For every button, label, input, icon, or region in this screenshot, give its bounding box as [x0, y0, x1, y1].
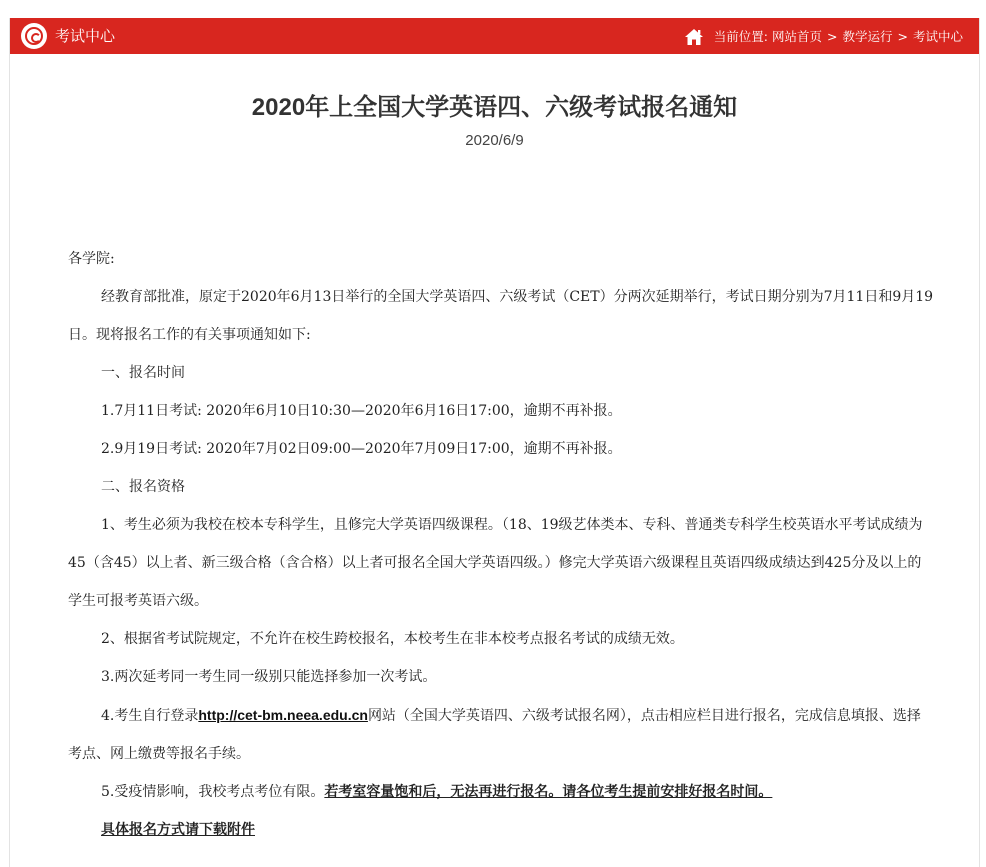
article-date: 2020/6/9	[465, 132, 524, 149]
item5-prefix: 5.受疫情影响，我校考点考位有限。	[101, 784, 325, 800]
section-title: 考试中心	[55, 27, 116, 45]
salutation: 各学院:	[68, 251, 115, 267]
breadcrumb-home-link[interactable]: 网站首页	[771, 29, 822, 44]
eligibility-item: 3.两次延考同一考生同一级别只能选择参加一次考试。	[101, 669, 437, 685]
time-item: 2.9月19日考试: 2020年7月02日09:00—2020年7月09日17:00，逾期不再补报。	[101, 441, 622, 457]
location-label: 当前位置:	[713, 29, 768, 44]
logo-icon	[21, 23, 47, 49]
home-icon[interactable]	[684, 28, 704, 46]
time-item: 1.7月11日考试: 2020年6月10日10:30—2020年6月16日17:00，逾期不再补报。	[101, 403, 622, 419]
breadcrumb	[684, 28, 963, 46]
eligibility-item: 2、根据省考试院规定，不允许在校生跨校报名，本校考生在非本校考点报名考试的成绩无效。	[101, 631, 684, 647]
item5-emphasis: 若考室容量饱和后，无法再进行报名。请各位考生提前安排好报名时间。	[324, 784, 773, 800]
eligibility-item	[68, 696, 934, 773]
attachment-note-text[interactable]: 具体报名方式请下载附件	[101, 822, 255, 838]
breadcrumb-teaching-link[interactable]: 教学运行	[842, 29, 893, 44]
breadcrumb-separator: >	[827, 29, 838, 44]
breadcrumb-separator: >	[897, 29, 908, 44]
breadcrumb-exam-center-link[interactable]: 考试中心	[912, 29, 963, 44]
section-heading: 二、报名资格	[101, 479, 185, 495]
attachment-note	[68, 811, 934, 849]
article-body	[68, 240, 934, 849]
section-heading: 一、报名时间	[101, 365, 185, 381]
header-bar	[10, 18, 979, 54]
registration-site-link[interactable]: http://cet-bm.neea.edu.cn	[198, 707, 368, 723]
eligibility-item	[68, 773, 934, 811]
item4-prefix: 4.考生自行登录	[101, 708, 199, 724]
intro-paragraph: 经教育部批准，原定于2020年6月13日举行的全国大学英语四、六级考试（CET）分两次延期举行，考试日期分别为7月11日和9月19日。现将报名工作的有关事项通知如下:	[68, 289, 934, 343]
page-frame	[9, 18, 980, 867]
article-title: 2020年上全国大学英语四、六级考试报名通知	[251, 94, 738, 121]
eligibility-item: 1、考生必须为我校在校本专科学生，且修完大学英语四级课程。（18、19级艺体类本、专科、普通类专科学生校英语水平考试成绩为45（含45）以上者、新三级合格（含合格）以上者可报名全国大学英语四级。）修完大学英语六级课程且英语四级成绩达到425分及以上的学生可报考英语六级。	[68, 517, 923, 609]
item4-suffix: 网站（全国大学英语四、六级考试报名网），点击相应栏目进行报名，完成信息填报、选择考点、网上缴费等报名手续。	[68, 708, 921, 762]
